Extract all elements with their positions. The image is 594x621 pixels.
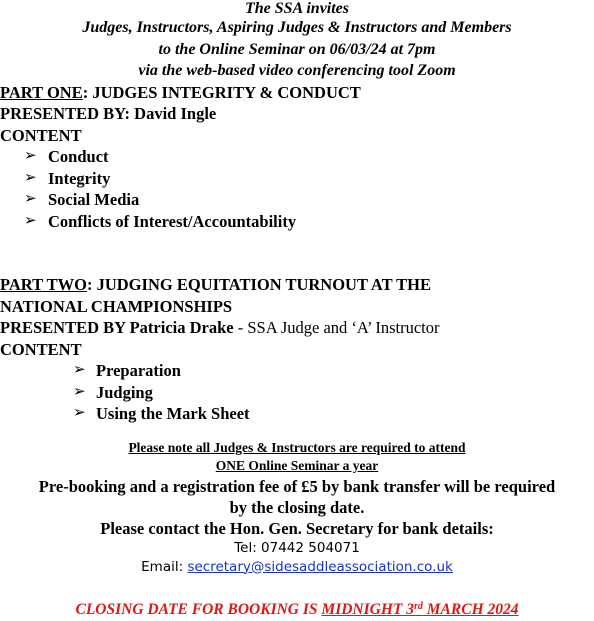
booking-info [0, 476, 594, 539]
arrow-bullet-icon: ➢ [24, 212, 37, 229]
part-two-content-label: CONTENT [0, 339, 82, 359]
header-line-4: via the web-based video conferencing tool Zoom [138, 62, 456, 79]
part-one-heading [0, 82, 594, 104]
contact-telephone: Tel: 07442 504071 [234, 539, 360, 556]
list-item-label: Conflicts of Interest/Accountability [48, 211, 297, 231]
notice-line-1: Please note all Judges & Instructors are required to attend [128, 439, 466, 455]
list-item [0, 403, 594, 425]
arrow-bullet-icon: ➢ [73, 405, 86, 421]
booking-line-1: Pre-booking and a registration fee of £5 by bank transfer will be required [38, 476, 556, 496]
booking-line-3: Please contact the Hon. Gen. Secretary for bank details: [100, 518, 494, 538]
section-spacer [0, 253, 594, 274]
section-spacer [0, 577, 594, 596]
part-two-presenter-role: - SSA Judge and ‘A’ Instructor [233, 318, 440, 337]
contact-email-line [0, 558, 594, 577]
header-line-2: Judges, Instructors, Aspiring Judges & Instructors and Members [82, 19, 512, 36]
part-two-section [0, 274, 594, 425]
part-two-presenter [0, 317, 594, 339]
closing-prefix: CLOSING DATE FOR BOOKING IS [75, 600, 322, 618]
list-item [0, 382, 594, 404]
invitation-header [0, 0, 594, 82]
list-item-label: Judging [96, 382, 153, 402]
arrow-bullet-icon: ➢ [24, 169, 37, 186]
list-item-label: Integrity [48, 168, 111, 188]
list-item [0, 146, 594, 168]
part-one-presenter: PRESENTED BY: David Ingle [0, 104, 217, 123]
list-item-label: Preparation [96, 361, 181, 380]
part-one-content-list [0, 146, 594, 232]
part-two-presenter-name: PRESENTED BY Patricia Drake [0, 318, 234, 337]
closing-deadline [321, 601, 518, 618]
list-item-label: Social Media [48, 190, 140, 209]
part-two-title-continued: NATIONAL CHAMPIONSHIPS [0, 296, 233, 316]
closing-deadline-end: MARCH 2024 [422, 600, 519, 618]
email-link[interactable]: secretary@sidesaddleassociation.co.uk [187, 558, 453, 575]
part-one-section [0, 82, 594, 233]
part-one-label: PART ONE [0, 82, 83, 102]
list-item-label: Using the Mark Sheet [96, 404, 250, 423]
arrow-bullet-icon: ➢ [24, 148, 37, 164]
booking-line-2: by the closing date. [229, 497, 365, 517]
closing-date-notice [0, 596, 594, 621]
part-one-content-label: CONTENT [0, 125, 82, 145]
closing-ordinal: rd [413, 600, 423, 612]
arrow-bullet-icon: ➢ [73, 383, 86, 400]
part-two-content-list [0, 360, 594, 425]
part-one-title: : JUDGES INTEGRITY & CONDUCT [82, 82, 361, 102]
notice-line-2: ONE Online Seminar a year [215, 458, 379, 473]
contact-details [0, 539, 594, 577]
part-two-label: PART TWO [0, 275, 87, 294]
closing-deadline-start: MIDNIGHT 3 [321, 600, 414, 618]
header-line-1: The SSA invites [244, 0, 350, 17]
list-item [0, 360, 594, 382]
list-item [0, 211, 594, 233]
arrow-bullet-icon: ➢ [24, 191, 37, 207]
list-item-label: Conduct [48, 147, 109, 166]
part-two-heading [0, 274, 594, 296]
list-item [0, 168, 594, 190]
attendance-notice [0, 439, 594, 476]
list-item [0, 189, 594, 211]
email-label: Email: [141, 558, 188, 575]
arrow-bullet-icon: ➢ [73, 362, 86, 378]
header-line-3: to the Online Seminar on 06/03/24 at 7pm [158, 40, 436, 58]
section-spacer [0, 425, 594, 439]
part-two-title: : JUDGING EQUITATION TURNOUT AT THE [86, 275, 431, 294]
section-spacer [0, 232, 594, 253]
